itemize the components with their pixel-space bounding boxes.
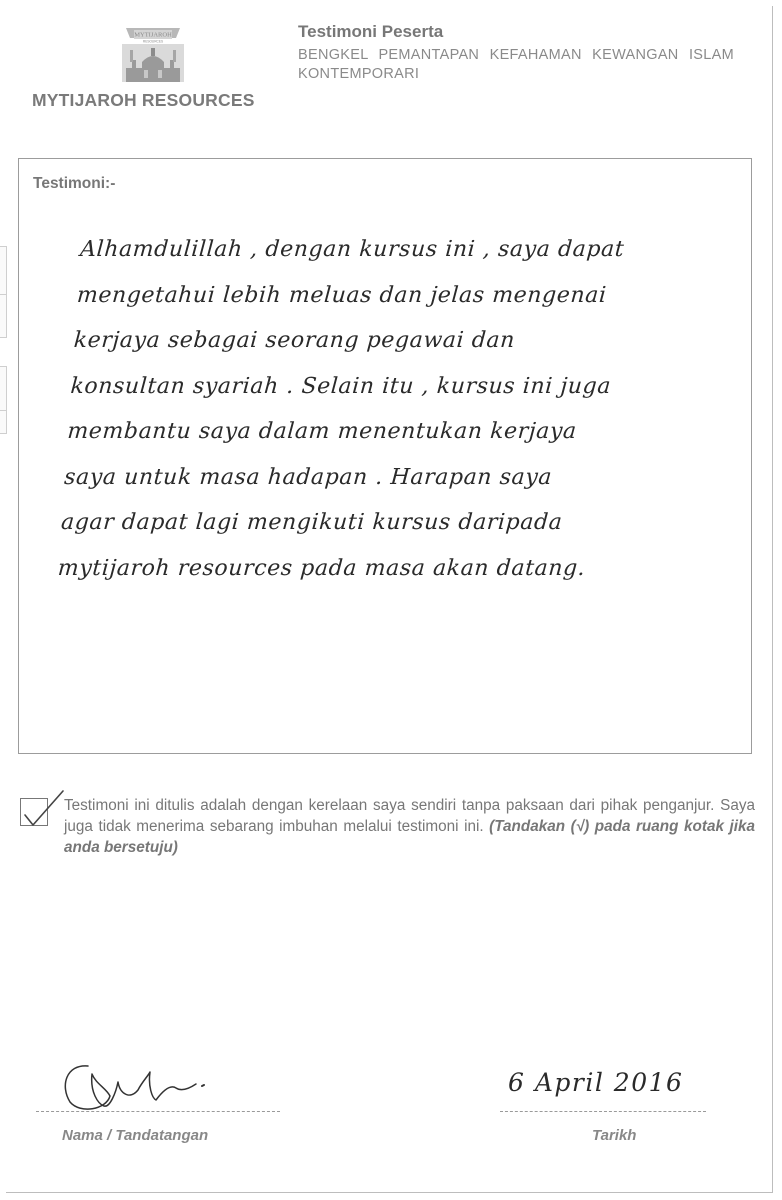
signature-line xyxy=(36,1111,280,1112)
consent-text: Testimoni ini ditulis adalah dengan kerelaan saya sendiri tanpa paksaan dari pihak penganjur. Saya juga tidak menerima sebarang imbuhan melalui testimoni ini. xyxy=(64,797,755,835)
logo-text: MYTIJAROH xyxy=(134,31,172,39)
signature xyxy=(36,1052,284,1114)
program-name: BENGKEL PEMANTAPAN KEFAHAMAN KEWANGAN ISLAM KONTEMPORARI xyxy=(298,47,734,82)
date-line xyxy=(500,1111,706,1112)
handwritten-testimony xyxy=(56,227,751,591)
consent-instruction: (Tandakan (√) pada ruang kotak jika anda bersetuju) xyxy=(64,818,756,856)
logo-subtext: RESOURCES xyxy=(142,39,164,44)
signature-label: Nama / Tandatangan xyxy=(62,1127,209,1144)
handwritten-line: agar dapat lagi mengikuti kursus daripada xyxy=(60,510,564,535)
handwritten-line: kerjaya sebagai seorang pegawai dan xyxy=(72,328,516,353)
consent-statement xyxy=(64,795,755,858)
company-logo xyxy=(120,24,186,82)
handwritten-line: saya untuk masa hadapan . Harapan saya xyxy=(63,464,553,490)
consent-checkbox[interactable] xyxy=(20,798,48,826)
handwritten-line: membantu saya dalam menentukan kerjaya xyxy=(66,419,578,444)
handwritten-line: mengetahui lebih meluas dan jelas mengenai xyxy=(76,282,608,308)
company-name: MYTIJAROH RESOURCES xyxy=(32,90,255,110)
handwritten-date: 6 April 2016 xyxy=(508,1068,684,1097)
handwritten-line: Alhamdulillah , dengan kursus ini , saya dapat xyxy=(79,237,626,262)
checkmark-icon xyxy=(19,787,67,831)
handwritten-line: mytijaroh resources pada masa akan datang. xyxy=(57,555,587,581)
date-label: Tarikh xyxy=(592,1127,637,1144)
binder-tabs xyxy=(0,246,8,436)
handwritten-line: konsultan syariah . Selain itu , kursus ini juga xyxy=(69,373,612,399)
testimony-box xyxy=(18,158,752,754)
testimony-label: Testimoni:- xyxy=(33,175,116,192)
form-title: Testimoni Peserta xyxy=(298,22,444,41)
